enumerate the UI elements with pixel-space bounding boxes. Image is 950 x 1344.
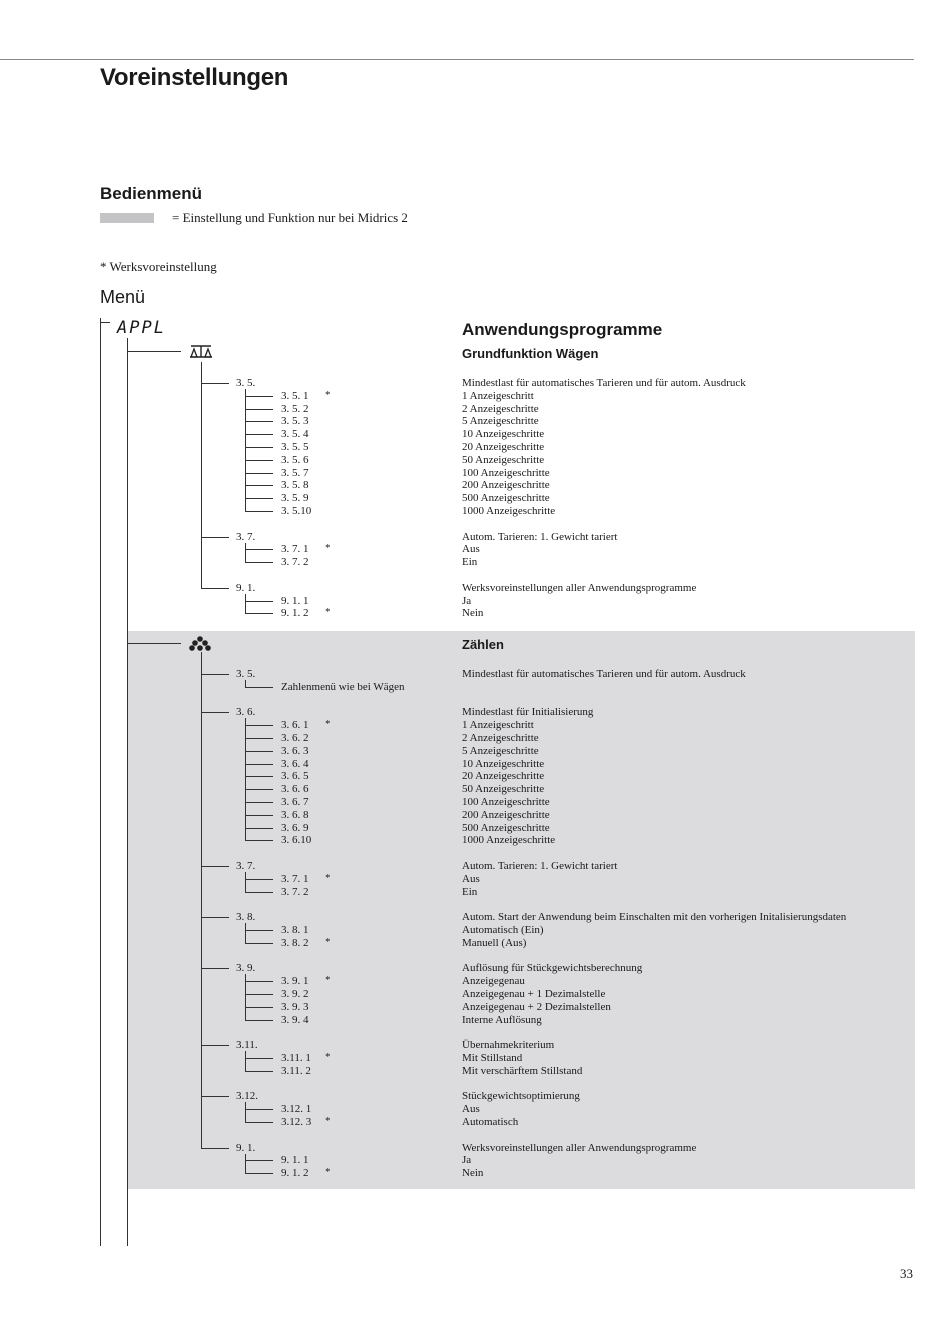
tree-item-branch (245, 613, 273, 614)
default-marker: * (325, 974, 331, 987)
tree-item-branch (245, 601, 273, 602)
tree-item-branch (245, 1007, 273, 1008)
item-description: 100 Anzeigeschritte (462, 466, 550, 479)
group-code: 3.12. (236, 1090, 258, 1103)
group-code: 3. 8. (236, 911, 256, 924)
item-description: 5 Anzeigeschritte (462, 415, 539, 428)
page-title: Voreinstellungen (100, 64, 289, 91)
tree-root-line (100, 318, 101, 1246)
top-rule (0, 59, 914, 60)
item-code: 3. 6. 8 (281, 808, 309, 821)
tree-item-branch (245, 738, 273, 739)
page-number: 33 (900, 1266, 913, 1281)
tree-item-branch (245, 879, 273, 880)
tree-group-branch (201, 537, 229, 538)
tree-item-branch (245, 511, 273, 512)
item-description: 50 Anzeigeschritte (462, 453, 545, 466)
tree-level1-line (127, 338, 128, 1246)
item-code: 3. 9. 1 (281, 975, 309, 988)
tree-item-branch (245, 447, 273, 448)
tree-item-branch (245, 930, 273, 931)
item-description: 200 Anzeigeschritte (462, 479, 550, 492)
item-code: 3. 6. 6 (281, 783, 309, 796)
item-description: Automatisch (Ein) (462, 924, 544, 936)
item-code: Zahlenmenü wie bei Wägen (281, 680, 405, 693)
item-code: 3. 9. 3 (281, 1000, 309, 1013)
tree-item-branch (245, 498, 273, 499)
tree-item-branch (245, 473, 273, 474)
tree-group-branch (201, 588, 229, 589)
group-code: 3. 5. (236, 377, 256, 389)
item-description: 20 Anzeigeschritte (462, 441, 545, 453)
item-description: 10 Anzeigeschritte (462, 757, 545, 770)
tree-item-line (245, 389, 246, 511)
item-description: Ja (462, 1154, 472, 1167)
item-description: Aus (462, 1103, 480, 1116)
item-code: 3. 7. 1 (281, 872, 309, 885)
item-description: Nein (462, 1167, 484, 1180)
tree-item-line (245, 1102, 246, 1122)
tree-item-branch (245, 409, 273, 410)
item-code: 9. 1. 2 (281, 1167, 309, 1180)
tree-item-line (245, 872, 246, 892)
tree-item-branch (245, 1160, 273, 1161)
tree-level2-line (201, 652, 202, 1148)
item-description: 10 Anzeigeschritte (462, 428, 545, 441)
section-title: Bedienmenü (100, 184, 203, 203)
item-code: 3.12. 3 (281, 1116, 312, 1128)
menu-label: Menü (100, 287, 146, 307)
tree-item-branch (245, 776, 273, 777)
tree-group-branch (201, 1096, 229, 1097)
default-marker: * (325, 935, 331, 948)
item-description: 20 Anzeigeschritte (462, 770, 545, 783)
item-description: Anzeigegenau + 2 Dezimalstellen (462, 1000, 611, 1013)
item-description: 1000 Anzeigeschritte (462, 834, 556, 847)
tree-item-line (245, 718, 246, 840)
item-code: 3.11. 2 (281, 1064, 311, 1077)
item-description: Mit Stillstand (462, 1052, 523, 1064)
tree-item-branch (245, 1058, 273, 1059)
item-code: 3. 6. 3 (281, 744, 309, 757)
item-description: Ja (462, 594, 472, 607)
group-description: Auflösung für Stückgewichtsberechnung (462, 962, 643, 975)
tree-item-branch (245, 549, 273, 550)
group-code: 3. 7. (236, 530, 256, 543)
tree-root-branch (100, 322, 110, 323)
tree-item-line (245, 594, 246, 614)
item-description: Aus (462, 872, 480, 885)
item-description: 2 Anzeigeschritte (462, 402, 539, 415)
item-code: 3. 5. 1 (281, 389, 309, 402)
tree-item-branch (245, 1109, 273, 1110)
default-marker: * (325, 542, 331, 555)
tree-group-branch (201, 968, 229, 969)
tree-item-branch (245, 840, 273, 841)
weighing-branch (127, 351, 181, 352)
default-marker: * (325, 388, 331, 401)
item-code: 9. 1. 1 (281, 594, 309, 607)
item-description: Manuell (Aus) (462, 936, 527, 949)
tree-item-branch (245, 943, 273, 944)
tree-group-branch (201, 674, 229, 675)
group-description: Stückgewichtsoptimierung (462, 1090, 580, 1103)
tree-item-branch (245, 396, 273, 397)
tree-item-branch (245, 485, 273, 486)
group-code: 3. 5. (236, 668, 256, 680)
footnote: * Werksvoreinstellung (100, 259, 217, 274)
tree-group-branch (201, 866, 229, 867)
tree-item-branch (245, 434, 273, 435)
tree-item-line (245, 543, 246, 563)
group-description: Mindestlast für automatisches Tarieren und für autom. Ausdruck (462, 668, 746, 680)
item-code: 3. 7. 2 (281, 885, 309, 898)
group-code: 3. 9. (236, 962, 256, 975)
root-code: APPL (117, 318, 166, 338)
counting-branch (127, 643, 181, 644)
default-marker: * (325, 606, 331, 619)
group-description: Mindestlast für automatisches Tarieren und für autom. Ausdruck (462, 377, 746, 389)
tree-item-branch (245, 687, 273, 688)
item-code: 3. 5. 4 (281, 428, 309, 441)
item-code: 3.11. 1 (281, 1052, 311, 1064)
tree-group-branch (201, 1045, 229, 1046)
tree-group-branch (201, 917, 229, 918)
item-description: Ein (462, 885, 478, 898)
item-description: 2 Anzeigeschritte (462, 732, 539, 744)
item-code: 3. 9. 4 (281, 1013, 309, 1026)
item-description: 5 Anzeigeschritte (462, 744, 539, 757)
item-code: 3. 5. 2 (281, 402, 309, 415)
tree-item-branch (245, 802, 273, 803)
item-code: 3. 6. 5 (281, 770, 309, 783)
item-description: 1 Anzeigeschritt (462, 389, 534, 402)
tree-item-branch (245, 789, 273, 790)
item-code: 3. 5. 8 (281, 479, 309, 492)
tree-item-branch (245, 981, 273, 982)
item-code: 9. 1. 2 (281, 607, 309, 620)
weighing-title: Grundfunktion Wägen (462, 346, 599, 361)
tree-item-line (245, 923, 246, 943)
tree-item-branch (245, 421, 273, 422)
group-description: Werksvoreinstellungen aller Anwendungsprogramme (462, 1141, 697, 1154)
group-description: Autom. Tarieren: 1. Gewicht tariert (462, 860, 618, 872)
default-marker: * (325, 1115, 331, 1127)
tree-item-branch (245, 892, 273, 893)
item-code: 3. 6. 7 (281, 796, 309, 808)
item-code: 3. 6. 1 (281, 719, 309, 732)
root-title: Anwendungsprogramme (462, 320, 663, 339)
tree-item-line (245, 1051, 246, 1071)
item-code: 3. 9. 2 (281, 988, 309, 1000)
default-marker: * (325, 1166, 331, 1179)
group-description: Übernahmekriterium (462, 1039, 555, 1052)
item-code: 3. 8. 1 (281, 924, 309, 936)
default-marker: * (325, 1051, 331, 1063)
item-code: 3. 7. 2 (281, 556, 309, 569)
default-marker: * (325, 718, 331, 731)
tree-item-branch (245, 828, 273, 829)
group-code: 9. 1. (236, 1141, 256, 1154)
tree-level2-line (201, 362, 202, 588)
item-code: 3. 6. 9 (281, 821, 309, 834)
default-marker: * (325, 871, 331, 884)
tree-group-branch (201, 712, 229, 713)
tree-item-branch (245, 562, 273, 563)
item-description: 1000 Anzeigeschritte (462, 505, 556, 517)
tree-item-branch (245, 815, 273, 816)
group-code: 3. 6. (236, 706, 256, 719)
group-description: Werksvoreinstellungen aller Anwendungsprogramme (462, 581, 697, 594)
tree-item-branch (245, 751, 273, 752)
tree-group-branch (201, 1148, 229, 1149)
item-description: 500 Anzeigeschritte (462, 821, 550, 834)
tree-item-branch (245, 1173, 273, 1174)
item-description: 100 Anzeigeschritte (462, 796, 550, 808)
item-description: Interne Auflösung (462, 1013, 542, 1026)
item-code: 3.12. 1 (281, 1103, 312, 1116)
group-description: Mindestlast für Initialisierung (462, 706, 594, 719)
counting-title: Zählen (462, 637, 504, 652)
tree-item-branch (245, 994, 273, 995)
item-code: 3. 6.10 (281, 834, 312, 847)
tree-item-branch (245, 1122, 273, 1123)
item-code: 3. 5. 5 (281, 441, 309, 453)
item-description: Automatisch (462, 1116, 519, 1128)
item-description: Anzeigegenau + 1 Dezimalstelle (462, 988, 606, 1000)
item-code: 3. 5. 3 (281, 415, 309, 428)
group-code: 3. 7. (236, 860, 256, 872)
group-description: Autom. Start der Anwendung beim Einschalten mit den vorherigen Initalisierungsdaten (462, 911, 847, 924)
item-code: 3. 5. 6 (281, 453, 309, 466)
group-description: Autom. Tarieren: 1. Gewicht tariert (462, 530, 618, 543)
item-description: 200 Anzeigeschritte (462, 808, 550, 821)
tree-item-branch (245, 725, 273, 726)
item-description: Ein (462, 556, 478, 569)
item-code: 9. 1. 1 (281, 1154, 309, 1167)
item-description: Mit verschärftem Stillstand (462, 1064, 583, 1077)
tree-item-branch (245, 764, 273, 765)
item-description: Aus (462, 543, 480, 556)
legend-swatch (100, 213, 154, 223)
item-code: 3. 5. 7 (281, 466, 309, 479)
item-description: 50 Anzeigeschritte (462, 783, 545, 796)
tree-item-branch (245, 1071, 273, 1072)
item-code: 3. 6. 4 (281, 757, 309, 770)
group-code: 9. 1. (236, 581, 256, 594)
item-code: 3. 7. 1 (281, 543, 309, 556)
group-code: 3.11. (236, 1039, 258, 1052)
item-code: 3. 5.10 (281, 505, 312, 517)
item-code: 3. 6. 2 (281, 732, 309, 744)
legend-text: = Einstellung und Funktion nur bei Midrics 2 (172, 210, 408, 225)
item-code: 3. 5. 9 (281, 492, 309, 505)
item-description: Nein (462, 607, 484, 620)
tree-group-branch (201, 383, 229, 384)
item-description: Anzeigegenau (462, 975, 525, 988)
item-code: 3. 8. 2 (281, 936, 309, 949)
tree-item-line (245, 1154, 246, 1174)
item-description: 1 Anzeigeschritt (462, 719, 534, 732)
tree-item-branch (245, 460, 273, 461)
item-description: 500 Anzeigeschritte (462, 492, 550, 505)
tree-item-branch (245, 1020, 273, 1021)
